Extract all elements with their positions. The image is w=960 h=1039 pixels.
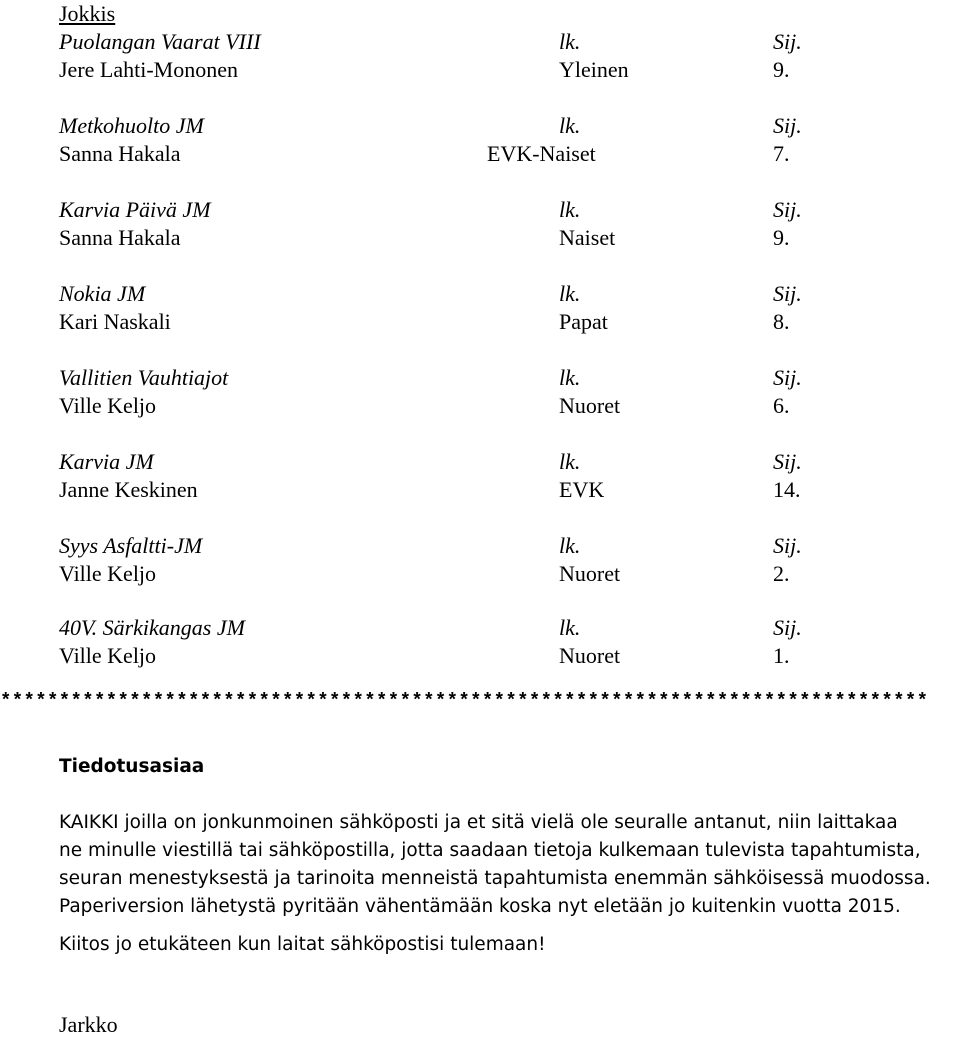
class-header: lk. bbox=[559, 29, 581, 54]
race-result bbox=[59, 448, 859, 504]
result-row bbox=[59, 224, 859, 252]
driver-class: Yleinen bbox=[559, 57, 629, 82]
driver-class: Nuoret bbox=[559, 393, 621, 418]
position-header: Sij. bbox=[773, 615, 802, 640]
result-row bbox=[59, 476, 859, 504]
info-paragraph-line: KAIKKI joilla on jonkunmoinen sähköposti ja et sitä vielä ole seuralle antanut, niin laittakaa bbox=[59, 812, 898, 833]
class-header: lk. bbox=[559, 365, 581, 390]
result-row bbox=[59, 560, 859, 588]
driver-class: Naiset bbox=[559, 225, 616, 250]
info-paragraph-line: Paperiversion lähetystä pyritään vähentämään koska nyt eletään jo kuitenkin vuotta 2015. bbox=[59, 896, 901, 917]
driver-name: Sanna Hakala bbox=[59, 225, 181, 250]
race-title: Puolangan Vaarat VIII bbox=[59, 29, 261, 54]
info-paragraph bbox=[59, 809, 959, 921]
race-result bbox=[59, 28, 859, 84]
driver-class: Papat bbox=[559, 309, 608, 334]
driver-name: Ville Keljo bbox=[59, 561, 157, 586]
driver-position: 14. bbox=[773, 477, 801, 502]
class-header: lk. bbox=[559, 281, 581, 306]
driver-class: EVK bbox=[559, 477, 605, 502]
race-result bbox=[59, 196, 859, 252]
result-row bbox=[59, 140, 859, 168]
driver-name: Kari Naskali bbox=[59, 309, 171, 334]
race-result bbox=[59, 614, 859, 670]
info-title: Tiedotusasiaa bbox=[59, 756, 205, 777]
race-title-row bbox=[59, 28, 859, 56]
race-title-row bbox=[59, 196, 859, 224]
driver-class: Nuoret bbox=[559, 643, 621, 668]
race-title-row bbox=[59, 280, 859, 308]
driver-name: Ville Keljo bbox=[59, 643, 157, 668]
position-header: Sij. bbox=[773, 281, 802, 306]
class-header: lk. bbox=[559, 197, 581, 222]
separator-line: ******************************************************************************* bbox=[0, 690, 929, 712]
race-title: Karvia JM bbox=[59, 449, 154, 474]
race-result bbox=[59, 112, 859, 168]
position-header: Sij. bbox=[773, 29, 802, 54]
class-header: lk. bbox=[559, 449, 581, 474]
position-header: Sij. bbox=[773, 449, 802, 474]
race-title: Vallitien Vauhtiajot bbox=[59, 365, 229, 390]
race-result bbox=[59, 364, 859, 420]
position-header: Sij. bbox=[773, 197, 802, 222]
result-row bbox=[59, 308, 859, 336]
driver-position: 9. bbox=[773, 57, 790, 82]
race-title: Karvia Päivä JM bbox=[59, 197, 211, 222]
driver-name: Janne Keskinen bbox=[59, 477, 198, 502]
info-paragraph-line: seuran menestyksestä ja tarinoita menneistä tapahtumista enemmän sähköisessä muodossa. bbox=[59, 868, 931, 889]
race-result bbox=[59, 532, 859, 588]
driver-position: 6. bbox=[773, 393, 790, 418]
class-header: lk. bbox=[559, 113, 581, 138]
driver-name: Ville Keljo bbox=[59, 393, 157, 418]
race-title: Metkohuolto JM bbox=[59, 113, 204, 138]
section-heading: Jokkis bbox=[59, 1, 116, 26]
class-header: lk. bbox=[559, 533, 581, 558]
position-header: Sij. bbox=[773, 113, 802, 138]
result-row bbox=[59, 56, 859, 84]
result-row bbox=[59, 392, 859, 420]
driver-name: Jere Lahti-Mononen bbox=[59, 57, 238, 82]
race-result bbox=[59, 280, 859, 336]
race-title-row bbox=[59, 614, 859, 642]
signature: Jarkko bbox=[59, 1012, 118, 1037]
driver-class: Nuoret bbox=[559, 561, 621, 586]
race-title: Nokia JM bbox=[59, 281, 146, 306]
driver-class: EVK-Naiset bbox=[487, 141, 596, 166]
driver-position: 8. bbox=[773, 309, 790, 334]
race-title-row bbox=[59, 364, 859, 392]
class-header: lk. bbox=[559, 615, 581, 640]
driver-position: 1. bbox=[773, 643, 790, 668]
race-title-row bbox=[59, 448, 859, 476]
position-header: Sij. bbox=[773, 533, 802, 558]
race-title: 40V. Särkikangas JM bbox=[59, 615, 245, 640]
driver-position: 2. bbox=[773, 561, 790, 586]
driver-name: Sanna Hakala bbox=[59, 141, 181, 166]
driver-position: 9. bbox=[773, 225, 790, 250]
info-paragraph-line: ne minulle viestillä tai sähköpostilla, jotta saadaan tietoja kulkemaan tulevista tapahtumista, bbox=[59, 840, 921, 861]
race-title-row bbox=[59, 112, 859, 140]
position-header: Sij. bbox=[773, 365, 802, 390]
result-row bbox=[59, 642, 859, 670]
driver-position: 7. bbox=[773, 141, 790, 166]
thanks-text: Kiitos jo etukäteen kun laitat sähköpostisi tulemaan! bbox=[59, 934, 546, 955]
race-title: Syys Asfaltti-JM bbox=[59, 533, 203, 558]
race-title-row bbox=[59, 532, 859, 560]
